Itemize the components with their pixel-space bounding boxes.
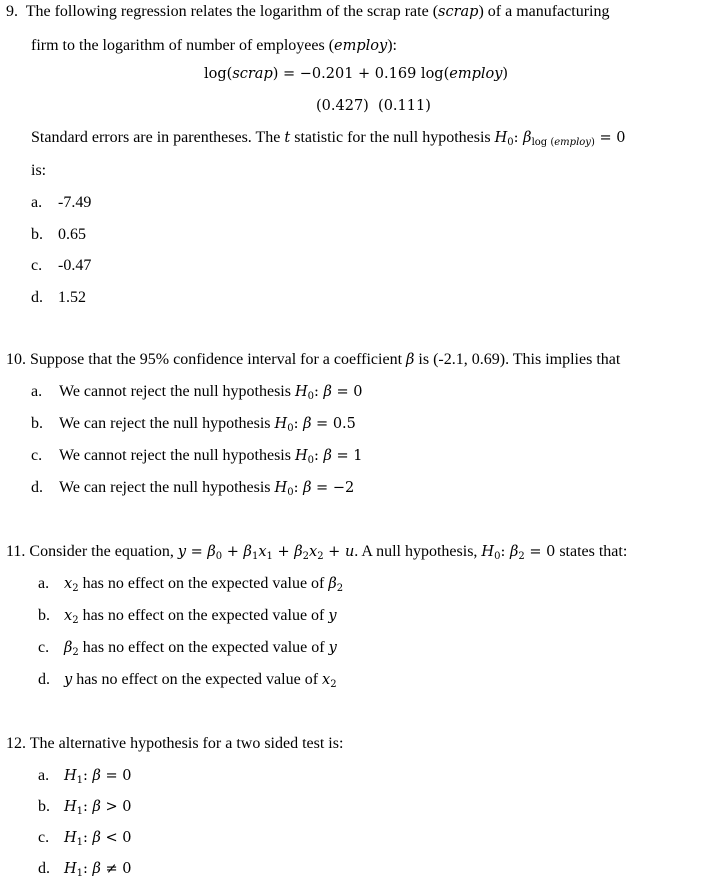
- option-text: [64, 606, 337, 631]
- option-var2: y: [328, 608, 337, 624]
- hyp-h: H: [64, 768, 77, 784]
- hyp-colon: :: [83, 799, 93, 815]
- hyp-h-sub: 1: [76, 837, 84, 848]
- option-letter: a.: [31, 194, 43, 211]
- option-var2-sub: 2: [336, 583, 344, 594]
- q9-line-3: [31, 128, 625, 153]
- hyp-beta: β: [523, 130, 532, 146]
- eq-beta2: β: [294, 544, 303, 560]
- eq-rhs-close: ): [502, 66, 509, 82]
- hyp-h: H: [64, 830, 77, 846]
- hyp-rhs: = 1: [331, 448, 363, 464]
- option-text: [64, 828, 132, 853]
- hyp-rhs: = 0: [331, 384, 363, 400]
- std-error-2: (0.111): [378, 98, 431, 114]
- hyp-h-sub: 0: [287, 487, 294, 498]
- q9-var-employ: employ: [334, 38, 388, 54]
- hyp-eq: = 0: [594, 130, 626, 146]
- option-var1-sub: 2: [72, 647, 79, 658]
- q9-line-2: [31, 36, 397, 56]
- eq-x2: x: [309, 544, 318, 560]
- q10-text-b: is (-2.1, 0.69). This implies that: [414, 351, 621, 368]
- hyp-rhs: = −2: [311, 480, 355, 496]
- hyp-beta-sub: [532, 137, 595, 148]
- hyp-colon: :: [83, 861, 93, 877]
- option-text: 0.65: [58, 226, 86, 243]
- option-letter: c.: [38, 639, 50, 656]
- option-var1-sub: 2: [72, 615, 79, 626]
- option-var2: x: [322, 672, 331, 688]
- option-letter: c.: [38, 829, 50, 846]
- option-letter: d.: [38, 671, 50, 688]
- option-text-main: We cannot reject the null hypothesis: [59, 447, 295, 464]
- hyp-beta-sub: 2: [518, 551, 525, 562]
- option-text-main: has no effect on the expected value of: [78, 639, 329, 656]
- option-letter: c.: [31, 447, 43, 464]
- option-text: -0.47: [58, 257, 92, 274]
- q9-std-errors: [316, 96, 431, 116]
- q9-equation: [204, 64, 508, 84]
- hyp-beta-sub-a: log (: [531, 137, 555, 148]
- option-text-main: We can reject the null hypothesis: [59, 415, 275, 432]
- option-text-main: has no effect on the expected value of: [72, 671, 323, 688]
- hyp-h: H: [64, 799, 77, 815]
- q9-text-f: statistic for the null hypothesis: [290, 129, 495, 146]
- q9-text-d: ):: [387, 37, 397, 54]
- option-letter: a.: [38, 767, 50, 784]
- eq-u: u: [344, 544, 355, 560]
- option-text: [64, 766, 132, 791]
- eq-equals: =: [186, 544, 208, 560]
- eq-beta1-sub: 1: [251, 551, 259, 562]
- std-error-1: (0.427): [316, 98, 369, 114]
- q12-line-1: [6, 734, 343, 754]
- eq-lhs-var: scrap: [232, 66, 273, 82]
- option-text: -7.49: [58, 194, 92, 211]
- option-var1: x: [64, 608, 73, 624]
- eq-beta0-sub: 0: [215, 551, 223, 562]
- q9-is: is:: [31, 162, 47, 179]
- hyp-rhs: = 0: [524, 544, 556, 560]
- option-letter: b.: [31, 226, 43, 243]
- hyp-h: H: [494, 130, 508, 146]
- hyp-colon: :: [83, 768, 93, 784]
- hyp-colon: :: [500, 544, 510, 560]
- option-var2: β: [328, 576, 337, 592]
- q9-text-b: ) of a manufacturing: [478, 3, 610, 20]
- hyp-rhs: = 0: [100, 768, 132, 784]
- eq-rhs: −0.201 + 0.169 log(: [299, 66, 450, 82]
- eq-beta2-sub: 2: [302, 551, 310, 562]
- option-text: [64, 638, 337, 663]
- q12-number: 12.: [6, 735, 26, 752]
- hyp-h-sub: 0: [507, 137, 514, 148]
- option-text-main: We can reject the null hypothesis: [59, 479, 275, 496]
- hyp-rhs: ≠ 0: [100, 861, 132, 877]
- option-letter: a.: [31, 383, 43, 400]
- option-text: [64, 670, 337, 695]
- hyp-h-sub: 1: [76, 775, 84, 786]
- hyp-colon: :: [314, 384, 324, 400]
- q10-number: 10.: [6, 351, 26, 368]
- option-letter: b.: [38, 607, 50, 624]
- hyp-beta: β: [509, 544, 519, 560]
- option-text-main: has no effect on the expected value of: [78, 575, 329, 592]
- option-var1-sub: 2: [72, 583, 79, 594]
- q9-text-e: Standard errors are in parentheses. The: [31, 129, 285, 146]
- q11-text-a: Consider the equation,: [29, 543, 178, 560]
- option-text: [64, 574, 343, 599]
- option-text-main: has no effect on the expected value of: [78, 607, 329, 624]
- q9-number: 9.: [6, 3, 18, 20]
- option-var1: β: [64, 640, 73, 656]
- hyp-h-sub: 0: [307, 391, 315, 402]
- option-letter: d.: [31, 479, 43, 496]
- eq-plus: +: [222, 544, 244, 560]
- hyp-h-sub: 0: [287, 423, 294, 434]
- eq-beta1: β: [243, 544, 252, 560]
- option-letter: b.: [31, 415, 43, 432]
- q9-t-var: t: [284, 130, 291, 146]
- option-var1: x: [64, 576, 73, 592]
- q10-beta: β: [406, 352, 415, 368]
- q9-text-c: firm to the logarithm of number of employees (: [31, 37, 335, 54]
- eq-rhs-var: employ: [449, 66, 503, 82]
- hyp-colon: :: [83, 830, 93, 846]
- q10-line-1: [6, 350, 620, 370]
- hyp-rhs: > 0: [100, 799, 132, 815]
- eq-plus: +: [323, 544, 345, 560]
- eq-equals: =: [278, 66, 300, 82]
- option-text: [59, 446, 363, 471]
- eq-beta0: β: [207, 544, 216, 560]
- hyp-h-sub: 1: [76, 868, 84, 879]
- hyp-beta: β: [92, 768, 101, 784]
- hyp-h: H: [481, 544, 495, 560]
- hyp-colon: :: [293, 416, 304, 432]
- q11-text-b: . A null hypothesis,: [354, 543, 482, 560]
- hyp-beta-sub-var: employ: [554, 137, 591, 148]
- option-text: [64, 859, 132, 884]
- q11-line-1: [6, 542, 627, 567]
- hyp-rhs: = 0.5: [311, 416, 356, 432]
- option-text: [59, 414, 356, 439]
- q12-text: The alternative hypothesis for a two sided test is:: [29, 735, 344, 752]
- option-text: [64, 797, 132, 822]
- q9-line-1: [6, 2, 610, 22]
- option-var2: y: [328, 640, 337, 656]
- option-letter: d.: [31, 289, 43, 306]
- option-letter: b.: [38, 798, 50, 815]
- eq-x1: x: [258, 544, 267, 560]
- hyp-beta: β: [323, 448, 332, 464]
- hyp-h-sub: 1: [76, 806, 84, 817]
- hyp-beta: β: [92, 830, 101, 846]
- eq-lhs-close: ): [272, 66, 279, 82]
- hyp-h: H: [294, 384, 308, 400]
- eq-x2-sub: 2: [317, 551, 324, 562]
- option-text: [59, 382, 363, 407]
- hyp-colon: :: [513, 130, 524, 146]
- eq-x1-sub: 1: [266, 551, 273, 562]
- option-letter: c.: [31, 257, 43, 274]
- hyp-h-sub: 0: [494, 551, 501, 562]
- eq-lhs-fn: log(: [204, 66, 233, 82]
- option-letter: a.: [38, 575, 50, 592]
- hyp-h: H: [274, 416, 288, 432]
- option-letter: d.: [38, 860, 50, 877]
- eq-plus: +: [272, 544, 295, 560]
- option-text-main: We cannot reject the null hypothesis: [59, 383, 295, 400]
- q11-text-c: states that:: [555, 543, 628, 560]
- q9-var-scrap: scrap: [438, 4, 479, 20]
- hyp-h: H: [274, 480, 288, 496]
- hyp-h: H: [64, 861, 77, 877]
- hyp-h: H: [294, 448, 308, 464]
- q11-number: 11.: [6, 543, 26, 560]
- hyp-beta: β: [92, 799, 101, 815]
- q10-text-a: Suppose that the 95% confidence interval for a coefficient: [30, 351, 407, 368]
- hyp-colon: :: [293, 480, 304, 496]
- option-text: [59, 478, 354, 503]
- hyp-beta: β: [323, 384, 332, 400]
- hyp-beta: β: [303, 480, 312, 496]
- eq-y: y: [177, 544, 187, 560]
- q11-equation: [178, 544, 354, 560]
- hyp-colon: :: [314, 448, 324, 464]
- hyp-beta: β: [303, 416, 312, 432]
- hyp-h-sub: 0: [307, 455, 315, 466]
- hyp-beta-sub-b: ): [590, 137, 595, 148]
- option-var1: y: [64, 672, 73, 688]
- hyp-beta: β: [92, 861, 101, 877]
- option-var2-sub: 2: [330, 679, 337, 690]
- hyp-rhs: < 0: [100, 830, 132, 846]
- q9-text-a: The following regression relates the logarithm of the scrap rate (: [25, 3, 439, 20]
- option-text: 1.52: [58, 289, 86, 306]
